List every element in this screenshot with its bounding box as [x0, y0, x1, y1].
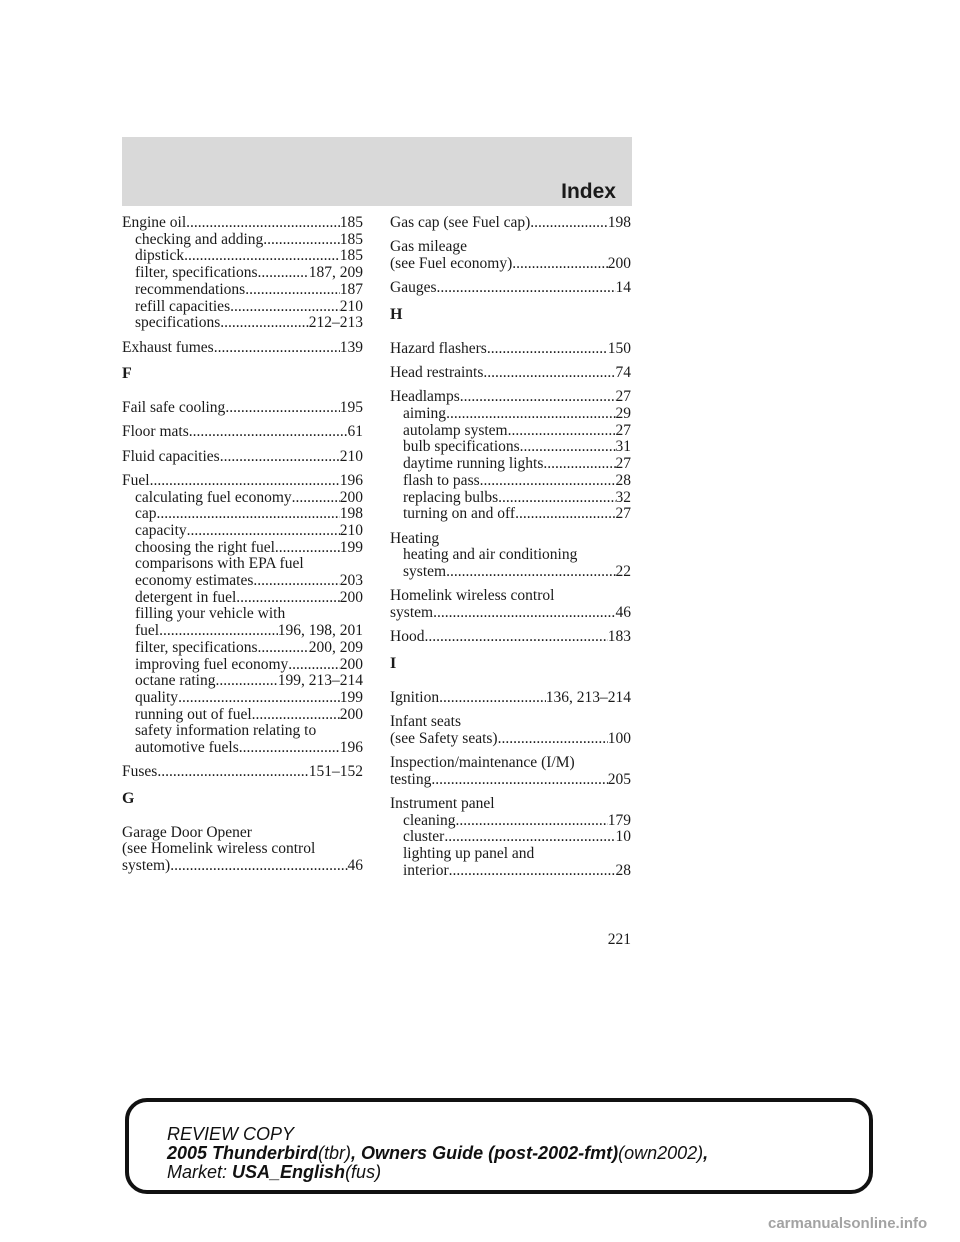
index-page-ref: 199, 213–214 [277, 672, 363, 690]
index-entry [122, 424, 363, 441]
dot-leader [252, 707, 340, 724]
index-entry [390, 755, 631, 788]
index-page-ref: 198 [339, 505, 363, 523]
index-page-ref: 28 [615, 861, 631, 879]
index-page-ref: 200 [339, 705, 363, 723]
index-page-ref: 10 [615, 828, 631, 846]
dot-leader [480, 473, 616, 490]
index-term: Fuel [122, 471, 150, 489]
index-entry-line [390, 755, 631, 772]
dot-leader [220, 315, 309, 332]
index-entry [390, 389, 631, 523]
dot-leader [257, 265, 308, 282]
index-term: quality [135, 688, 179, 706]
index-subentry [122, 315, 363, 332]
index-term: running out of fuel [135, 705, 252, 723]
review-market-label: Market: [167, 1162, 228, 1182]
index-term: economy estimates [135, 572, 254, 590]
dot-leader [424, 629, 607, 646]
index-term: cluster [403, 828, 445, 846]
index-subentry [122, 606, 363, 623]
index-subentry [122, 573, 363, 590]
dot-leader [508, 423, 616, 440]
dot-leader [520, 439, 616, 456]
index-page-ref: 179 [607, 811, 631, 829]
index-entry [122, 400, 363, 417]
index-term: cap [135, 505, 157, 523]
index-entry [390, 588, 631, 621]
dot-leader [253, 573, 339, 590]
index-page-ref: 185 [339, 214, 363, 231]
index-page-ref: 61 [347, 423, 363, 441]
index-entry-line [122, 215, 363, 232]
index-page-ref: 151–152 [308, 763, 363, 781]
dot-leader [446, 564, 615, 581]
index-page-ref: 200 [339, 588, 363, 606]
dot-leader [159, 623, 278, 640]
index-page-ref: 150 [607, 339, 631, 357]
index-subentry [390, 813, 631, 830]
index-term: improving fuel economy [135, 655, 289, 673]
index-term: dipstick [135, 247, 185, 265]
index-page-ref: 27 [615, 388, 631, 406]
index-page-ref: 196 [339, 739, 363, 757]
index-subentry [122, 707, 363, 724]
review-copy-text [167, 1125, 708, 1182]
index-term: system [390, 603, 434, 621]
dot-leader [157, 506, 340, 523]
index-entry [390, 714, 631, 747]
dot-leader [187, 523, 340, 540]
index-letter-heading: I [390, 654, 397, 672]
index-subentry [390, 473, 631, 490]
index-entry [390, 239, 631, 272]
dot-leader [498, 731, 608, 748]
index-entry-line [390, 280, 631, 297]
index-subentry [390, 423, 631, 440]
index-subentry [122, 540, 363, 557]
index-subentry [122, 232, 363, 249]
index-entry [122, 449, 363, 466]
index-entry [390, 690, 631, 707]
index-page-ref: 27 [615, 505, 631, 523]
index-entry [122, 215, 363, 332]
index-entry-line [390, 605, 631, 622]
index-page-ref: 185 [339, 230, 363, 248]
index-term: octane rating [135, 672, 216, 690]
index-term: filter, specifications [135, 638, 258, 656]
index-entry [390, 531, 631, 581]
index-entry-line [122, 449, 363, 466]
index-page-ref: 46 [347, 857, 363, 875]
dot-leader [439, 690, 546, 707]
index-term: lighting up panel and [403, 845, 535, 863]
index-page-ref: 195 [339, 398, 363, 416]
index-subentry [122, 640, 363, 657]
index-term: recommendations [135, 280, 246, 298]
dot-leader [150, 473, 340, 490]
index-page-ref: 203 [339, 572, 363, 590]
dot-leader [170, 858, 347, 875]
index-page-ref: 46 [615, 603, 631, 621]
dot-leader [236, 590, 339, 607]
index-term: Hazard flashers [390, 339, 487, 357]
index-term: Inspection/maintenance (I/M) [390, 753, 575, 771]
index-page-ref: 27 [615, 455, 631, 473]
dot-leader [487, 341, 608, 358]
dot-leader [512, 256, 608, 273]
index-entry [122, 340, 363, 357]
index-page-ref: 14 [615, 279, 631, 297]
review-line-3 [167, 1163, 708, 1182]
index-letter-heading: H [390, 306, 403, 323]
dot-leader [498, 490, 615, 507]
index-term: filter, specifications [135, 264, 258, 282]
index-page-ref: 28 [615, 471, 631, 489]
dot-leader [275, 540, 340, 557]
index-entry-line [122, 400, 363, 417]
index-page-ref: 27 [615, 421, 631, 439]
index-term: Ignition [390, 688, 440, 706]
index-term: Instrument panel [390, 794, 495, 812]
dot-leader [263, 232, 339, 249]
index-page-ref: 74 [615, 364, 631, 381]
index-entry-line [390, 389, 631, 406]
index-term: Fluid capacities [122, 447, 220, 465]
index-term: detergent in fuel [135, 588, 237, 606]
index-page-ref: 136, 213–214 [545, 688, 631, 706]
review-line-1 [167, 1125, 708, 1144]
index-term: specifications [135, 314, 221, 332]
index-subentry [390, 829, 631, 846]
index-term: (see Fuel economy) [390, 255, 513, 272]
index-term: (see Homelink wireless control [122, 840, 316, 858]
dot-leader [184, 248, 340, 265]
index-page-ref: 22 [615, 562, 631, 580]
review-separator: , [351, 1143, 362, 1163]
index-subentry [122, 282, 363, 299]
index-term: Head restraints [390, 364, 484, 381]
index-subentry [390, 456, 631, 473]
index-entry [122, 764, 363, 781]
dot-leader [431, 772, 607, 789]
index-letter-heading: G [122, 790, 135, 808]
page-title: Index [561, 180, 616, 203]
index-term: replacing bulbs [403, 488, 499, 506]
index-page-ref: 196, 198, 201 [277, 622, 363, 640]
index-term: comparisons with EPA fuel [135, 555, 304, 573]
index-entry-line [390, 256, 631, 273]
index-page-ref: 31 [615, 438, 631, 456]
page-number: 221 [607, 931, 631, 948]
index-subentry [122, 490, 363, 507]
index-entry-line [390, 772, 631, 789]
index-page-ref: 198 [607, 214, 631, 231]
review-model-code: (tbr) [318, 1143, 352, 1163]
index-term: Infant seats [390, 712, 462, 730]
index-entry-line [122, 825, 363, 842]
index-subentry [122, 590, 363, 607]
index-term: capacity [135, 521, 187, 539]
index-entry [390, 796, 631, 880]
dot-leader [215, 673, 277, 690]
index-page-ref: 196 [339, 471, 363, 489]
index-page-ref: 210 [339, 447, 363, 465]
dot-leader [220, 449, 340, 466]
dot-leader [437, 280, 616, 297]
index-term: Garage Door Opener [122, 823, 252, 841]
index-term: choosing the right fuel [135, 538, 275, 556]
review-separator: , [703, 1143, 709, 1163]
index-page-ref: 200 [607, 255, 631, 272]
index-entry-line [122, 340, 363, 357]
index-term: turning on and off [403, 505, 516, 523]
index-term: Engine oil [122, 214, 187, 231]
dot-leader [460, 389, 616, 406]
index-term: checking and adding [135, 230, 264, 248]
index-term: calculating fuel economy [135, 488, 292, 506]
index-subentry [122, 657, 363, 674]
dot-leader [157, 764, 308, 781]
index-column-right [390, 215, 631, 887]
index-term: fuel [135, 622, 160, 640]
index-term: Gauges [390, 279, 437, 297]
index-term: daytime running lights [403, 455, 544, 473]
index-subentry [122, 673, 363, 690]
index-term: testing [390, 770, 432, 788]
dot-leader [446, 406, 615, 423]
dot-leader [189, 424, 348, 441]
index-term: Headlamps [390, 388, 460, 406]
index-page-ref: 183 [607, 628, 631, 646]
dot-leader [288, 657, 340, 674]
index-term: Fuses [122, 763, 158, 781]
index-term: refill capacities [135, 297, 231, 315]
dot-leader [530, 215, 607, 232]
index-entry [122, 473, 363, 757]
review-guide-code: (own2002) [618, 1143, 704, 1163]
dot-leader [230, 299, 340, 316]
review-market-code: (fus) [345, 1162, 382, 1182]
index-entry-line [390, 239, 631, 256]
index-page-ref: 139 [339, 338, 363, 356]
index-term: automotive fuels [135, 739, 239, 757]
index-subentry [122, 556, 363, 573]
review-guide: Owners Guide (post-2002-fmt) [361, 1143, 619, 1163]
index-subentry [122, 299, 363, 316]
dot-leader [239, 740, 340, 757]
index-entry-line [390, 365, 631, 382]
index-term: autolamp system [403, 421, 508, 439]
index-term: Fail safe cooling [122, 398, 226, 416]
index-entry-line [390, 731, 631, 748]
dot-leader [178, 690, 340, 707]
index-subentry [122, 523, 363, 540]
index-letter-heading: F [122, 365, 132, 383]
index-entry [390, 341, 631, 358]
index-entry [390, 629, 631, 646]
index-page-ref: 205 [607, 770, 631, 788]
index-entry-line [390, 714, 631, 731]
index-subentry [122, 690, 363, 707]
index-subentry [390, 439, 631, 456]
index-page-ref: 210 [339, 297, 363, 315]
index-entry [390, 365, 631, 382]
dot-leader [483, 365, 615, 382]
dot-leader [225, 400, 339, 417]
index-entry-line [390, 690, 631, 707]
index-term: Exhaust fumes [122, 338, 214, 356]
review-model: 2005 Thunderbird [167, 1143, 319, 1163]
index-entry-line [122, 764, 363, 781]
index-page-ref: 32 [615, 488, 631, 506]
index-entry [122, 825, 363, 875]
index-term: safety information relating to [135, 722, 317, 740]
index-subentry [390, 406, 631, 423]
index-term: interior [403, 861, 449, 879]
index-entry-line [390, 341, 631, 358]
index-entry-line [122, 858, 363, 875]
dot-leader [214, 340, 340, 357]
index-page-ref: 199 [339, 538, 363, 556]
dot-leader [245, 282, 340, 299]
index-page-ref: 212–213 [308, 314, 363, 332]
index-term: cleaning [403, 811, 456, 829]
index-page-ref: 200 [339, 655, 363, 673]
review-market: USA_English [232, 1162, 346, 1182]
dot-leader [515, 506, 615, 523]
index-term: filling your vehicle with [135, 605, 286, 623]
index-entry [390, 215, 631, 232]
index-subentry [122, 723, 363, 740]
index-term: (see Safety seats) [390, 729, 498, 747]
index-term: system) [122, 857, 171, 875]
index-page-ref: 199 [339, 688, 363, 706]
index-term: Heating [390, 529, 440, 547]
index-entry-line [122, 841, 363, 858]
index-subentry [390, 846, 631, 863]
index-entry-line [390, 796, 631, 813]
index-subentry [390, 506, 631, 523]
index-subentry [390, 863, 631, 880]
index-entry-line [122, 473, 363, 490]
index-subentry [390, 490, 631, 507]
index-entry [390, 280, 631, 297]
index-page-ref: 200 [339, 488, 363, 506]
header-band [122, 137, 632, 206]
index-page-ref: 187 [339, 280, 363, 298]
index-entry-line [390, 215, 631, 232]
index-entry-line [390, 588, 631, 605]
dot-leader [292, 490, 340, 507]
index-subentry [390, 564, 631, 581]
review-copy-label: REVIEW COPY [167, 1124, 295, 1144]
dot-leader [444, 829, 615, 846]
dot-leader [433, 605, 615, 622]
index-subentry [122, 506, 363, 523]
index-term: Gas cap (see Fuel cap) [390, 214, 531, 231]
index-term: Hood [390, 628, 425, 646]
index-term: flash to pass [403, 471, 480, 489]
index-term: Homelink wireless control [390, 587, 555, 605]
dot-leader [449, 863, 616, 880]
index-page-ref: 210 [339, 521, 363, 539]
index-page-ref: 185 [339, 247, 363, 265]
index-entry-line [122, 424, 363, 441]
index-term: system [403, 562, 447, 580]
index-term: heating and air conditioning [403, 546, 578, 564]
index-subentry [122, 265, 363, 282]
index-entry-line [390, 629, 631, 646]
index-subentry [122, 248, 363, 265]
index-page-ref: 29 [615, 405, 631, 422]
dot-leader [257, 640, 308, 657]
index-subentry [122, 623, 363, 640]
index-term: bulb specifications [403, 438, 520, 456]
index-term: Floor mats [122, 423, 189, 441]
index-column-left [122, 215, 363, 882]
index-page-ref: 200, 209 [308, 638, 363, 656]
index-subentry [122, 740, 363, 757]
index-page-ref: 187, 209 [308, 264, 363, 282]
dot-leader [186, 215, 340, 232]
review-line-2 [167, 1144, 708, 1163]
index-page-ref: 100 [607, 729, 631, 747]
index-subentry [390, 547, 631, 564]
index-term: Gas mileage [390, 238, 468, 256]
index-entry-line [390, 531, 631, 548]
dot-leader [543, 456, 615, 473]
watermark: carmanualsonline.info [768, 1215, 928, 1232]
dot-leader [456, 813, 608, 830]
index-term: aiming [403, 405, 447, 422]
